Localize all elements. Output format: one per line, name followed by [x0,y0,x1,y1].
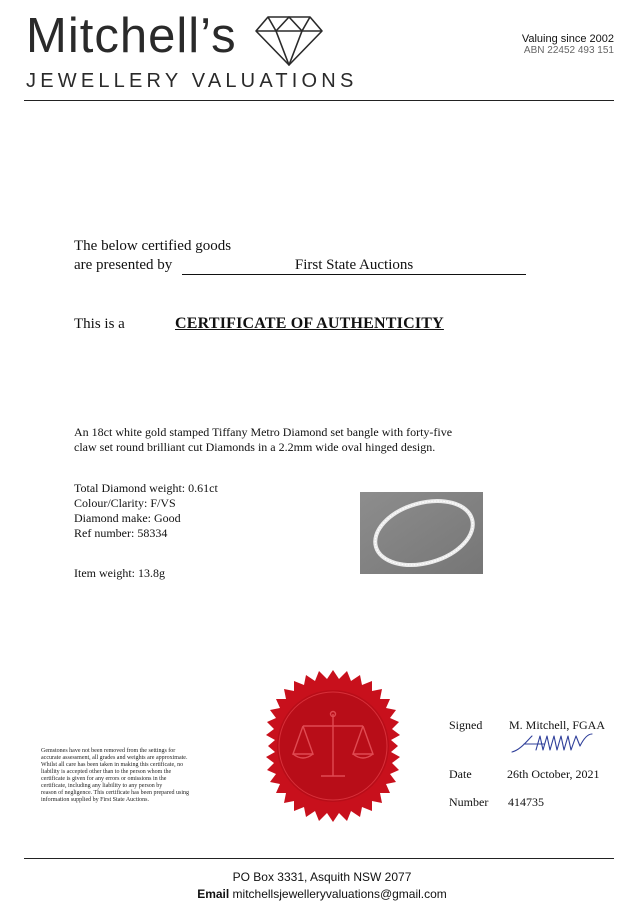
number-value: 414735 [508,795,544,809]
wax-seal [257,670,409,822]
specs-list [74,481,218,541]
header-divider [24,100,614,101]
signed-name: M. Mitchell, FGAA [509,718,605,732]
disclaimer-line: liability is accepted other than to the person whom the [41,769,172,775]
signed-label: Signed [449,718,483,732]
number-label: Number [449,795,489,809]
disclaimer-line: reason of negligence. This certificate has been prepared using [41,790,189,796]
description-line-1: An 18ct white gold stamped Tiffany Metro Diamond set bangle with forty-five [74,425,453,439]
footer-email [0,887,644,901]
presenter-name: First State Auctions [182,257,526,275]
diamond-make: Diamond make: Good [74,511,181,525]
total-diamond-weight: Total Diamond weight: 0.61ct [74,481,218,495]
disclaimer-line: accurate assessment, all grades and weights are approximate. [41,755,188,761]
footer-address: PO Box 3331, Asquith NSW 2077 [232,870,412,884]
diamond-icon [254,15,324,67]
disclaimer-line: certificate, including any liability to any person by [41,783,163,789]
item-description [74,425,452,455]
disclaimer-line: Gemstones have not been removed from the settings for [41,748,176,754]
abn-number: ABN 22452 493 151 [523,45,614,56]
valuing-since: Valuing since 2002 [521,33,614,45]
email-value[interactable]: mitchellsjewelleryvaluations@gmail.com [232,887,447,901]
disclaimer-line: certificate is given for any errors or omissions in the [41,776,167,782]
disclaimer-line: Whilst all care has been taken in making this certificate, no [41,762,184,768]
brand-name: Mitchell’s [26,9,237,63]
date-value: 26th October, 2021 [507,767,600,781]
ref-number: Ref number: 58334 [74,526,168,540]
item-weight: Item weight: 13.8g [74,566,165,580]
disclaimer [41,748,241,804]
brand-subtitle: JEWELLERY VALUATIONS [26,70,358,92]
colour-clarity: Colour/Clarity: F/VS [74,496,176,510]
intro-line-2 [74,257,526,275]
intro-line-1: The below certified goods [74,238,232,254]
date-label: Date [449,767,472,781]
handwritten-signature [510,730,595,756]
certificate-prefix: This is a [74,316,125,332]
description-line-2: claw set round brilliant cut Diamonds in a 2.2mm wide oval hinged design. [74,440,436,454]
presented-by-label: are presented by [74,257,173,273]
disclaimer-line: information supplied by First State Auctions. [41,797,149,803]
certificate-title: CERTIFICATE OF AUTHENTICITY [175,315,444,332]
email-label: Email [197,887,230,901]
footer-divider [24,858,614,859]
bangle-photo [360,492,483,574]
